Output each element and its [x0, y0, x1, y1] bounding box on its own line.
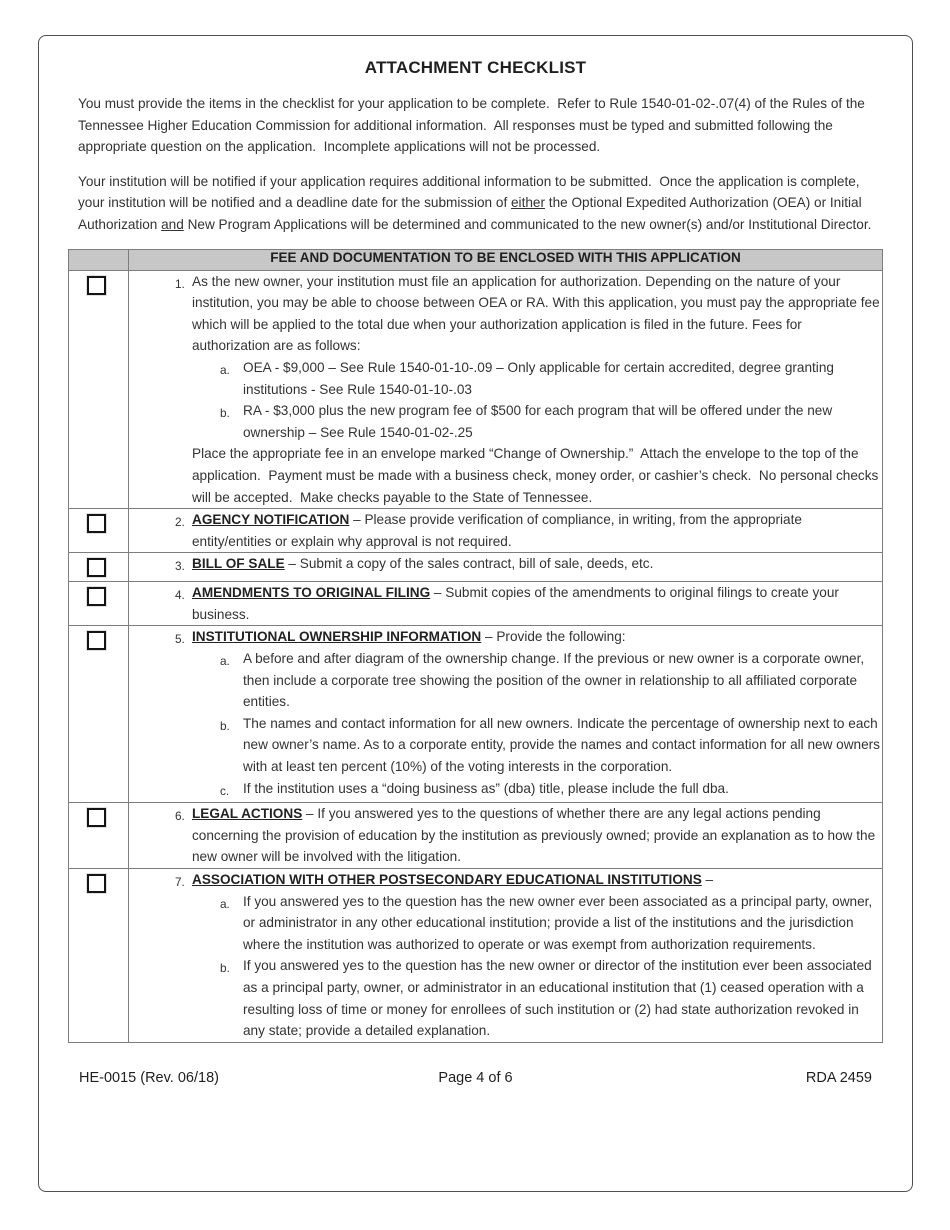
checklist-table: [68, 249, 883, 1043]
sub-item: [220, 400, 882, 443]
page-title: ATTACHMENT CHECKLIST: [364, 58, 587, 77]
item-text: – Please provide verification of compliance, in writing, from the appropriate entity/entities or explain why approval is not required.: [192, 512, 806, 549]
checklist-row-5: [69, 626, 883, 803]
intro-p2-text: Your institution will be notified if your application requires additional information to be submitted. Once the application is complete, your institution will be notified and a deadline date for the submission of: [78, 173, 864, 211]
item-heading: LEGAL ACTIONS: [192, 806, 303, 822]
item-5-checkbox[interactable]: [87, 631, 106, 650]
item-text: – If you answered yes to the questions of whether there are any legal actions pending concerning the provision of education by the institution as previously owned; provide an explanation as to how the new owner will be involved with the litigation.: [192, 806, 879, 865]
item-number: 5.: [175, 632, 185, 647]
item-heading: AMENDMENTS TO ORIGINAL FILING: [192, 585, 431, 601]
sub-item-text: A before and after diagram of the ownership change. If the previous or new owner is a corporate owner, then include a corporate tree showing the position of the owner in relationship to all affiliated corporate entities.: [243, 651, 868, 710]
sub-item: [220, 778, 882, 803]
item-heading: AGENCY NOTIFICATION: [192, 512, 350, 528]
sub-item-letter: b.: [220, 961, 230, 976]
item-1-checkbox[interactable]: [87, 276, 106, 295]
intro-p2-underlined-and: and: [161, 216, 184, 232]
item-heading: INSTITUTIONAL OWNERSHIP INFORMATION: [192, 629, 482, 645]
sub-item-letter: b.: [220, 718, 230, 733]
footer-page-number: Page 4 of 6: [438, 1069, 513, 1086]
item-number: 1.: [175, 276, 185, 291]
item-6-checkbox[interactable]: [87, 808, 106, 827]
sub-item-text: OEA - $9,000 – See Rule 1540-01-10-.09 – Only applicable for certain accredited, degree granting institutions - See Rule 1540-01-10-.03: [243, 359, 838, 397]
sub-item-text: The names and contact information for all new owners. Indicate the percentage of ownership next to each new owner’s name. As to a corporate entity, provide the names and contact information for all new owners with at least ten percent (10%) of the voting interests in the corporation.: [243, 715, 884, 775]
checkbox-column-header: [69, 249, 129, 270]
item-number: 6.: [175, 809, 185, 824]
intro-p2-underlined-either: either: [511, 195, 546, 211]
item-4-checkbox[interactable]: [87, 587, 106, 606]
item-text: Place the appropriate fee in an envelope marked “Change of Ownership.” Attach the envelope to the top of the application. Payment must be made with a business check, money order, or cashier’s check. No personal checks will be accepted. Make checks payable to the State of Tennessee.: [192, 446, 883, 505]
sub-item-letter: a.: [220, 362, 230, 377]
item-number: 7.: [175, 875, 185, 889]
sub-item-letter: a.: [220, 896, 230, 911]
footer-form-number: HE-0015 (Rev. 06/18): [79, 1069, 219, 1086]
sub-item-letter: c.: [220, 783, 230, 798]
document-page: [38, 35, 913, 1192]
checklist-row-6: [69, 803, 883, 869]
item-3-checkbox[interactable]: [87, 558, 106, 577]
table-header: FEE AND DOCUMENTATION TO BE ENCLOSED WITH THIS APPLICATION: [129, 249, 883, 270]
item-text: – Provide the following:: [481, 629, 626, 645]
checklist-row-1: [69, 270, 883, 509]
item-2-checkbox[interactable]: [87, 514, 106, 533]
sub-item: [220, 713, 882, 778]
item-number: 4.: [175, 588, 185, 603]
footer-rda-number: RDA 2459: [805, 1069, 872, 1086]
item-text: As the new owner, your institution must file an application for authorization. Depending on the nature of your institution, you may be able to choose between OEA or RA. With this application, you must pay the appropriate fee which will be applied to the total due when your authorization application is filed in the future. Fees for authorization are as follows:: [192, 273, 884, 354]
sub-item-text: If the institution uses a “doing business as” (dba) title, please include the full dba.: [243, 780, 729, 796]
sub-item-text: If you answered yes to the question has the new owner or director of the institution ever been associated as a principal party, owner, or administrator in an educational institution that (1) ceased operation with a resulting loss of time or money for enrollees of such institution or (2) had state authorization revoked in any state; provide a detailed explanation.: [243, 958, 876, 1039]
intro-paragraph-1: You must provide the items in the checklist for your application to be complete. Refer to Rule 1540-01-02-.07(4) of the Rules of the Tennessee Higher Education Commission for additional information. All responses must be typed and submitted following the appropriate question on the application. Incomplete applications will not be processed.: [78, 96, 869, 155]
sub-item: [220, 955, 882, 1041]
sub-item-letter: b.: [220, 406, 230, 421]
sub-item-text: RA - $3,000 plus the new program fee of $500 for each program that will be offered under the new ownership – See Rule 1540-01-02-.25: [243, 403, 836, 440]
checklist-header-row: [69, 249, 883, 270]
item-number: 2.: [175, 515, 185, 530]
page-content: [39, 36, 912, 1086]
sub-item: [220, 357, 882, 400]
sub-item: [220, 648, 882, 713]
sub-item: [220, 891, 882, 956]
sub-item-text: If you answered yes to the question has the new owner ever been associated as a principal party, owner, or administrator in any other educational institution; provide a list of the institutions and the jurisdiction where the institution was authorized to operate or was exempt from authorization requirements.: [243, 893, 876, 952]
intro-paragraph-2: [78, 171, 873, 236]
sub-item-letter: a.: [220, 654, 230, 669]
item-text: – Submit a copy of the sales contract, bill of sale, deeds, etc.: [284, 556, 654, 572]
item-heading: ASSOCIATION WITH OTHER POSTSECONDARY EDUCATIONAL INSTITUTIONS: [192, 872, 702, 887]
intro-p2-text: the Optional Expedited Authorization (OEA) or Initial Authorization: [78, 195, 865, 232]
item-number: 3.: [175, 559, 185, 574]
intro-p2-text: New Program Applications will be determined and communicated to the new owner(s) and/or Institutional Director.: [183, 216, 872, 232]
item-text: –: [701, 872, 714, 887]
item-heading: BILL OF SALE: [192, 556, 285, 572]
checklist-row-4: [69, 582, 883, 626]
checklist-row-2: [69, 509, 883, 553]
checklist-row-7: [69, 869, 883, 1043]
checklist-row-3: [69, 553, 883, 582]
item-text: – Submit copies of the amendments to original filings to create your business.: [192, 585, 843, 622]
item-7-checkbox[interactable]: [87, 874, 106, 893]
page-footer: [68, 1070, 883, 1086]
